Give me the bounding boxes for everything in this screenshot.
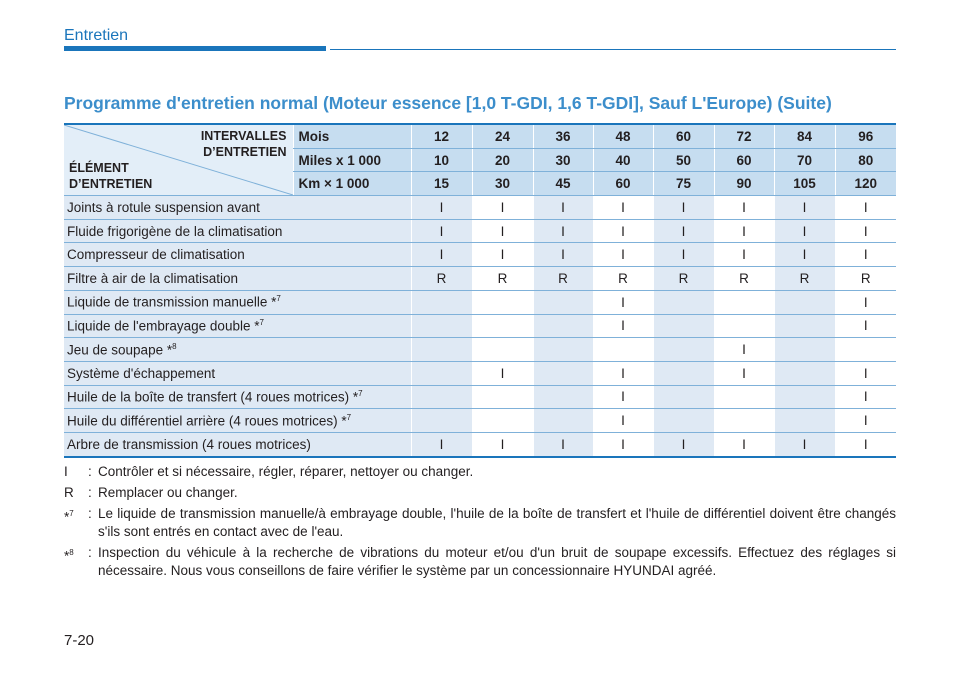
interval-cell: I bbox=[593, 219, 653, 243]
interval-cell: I bbox=[653, 432, 714, 456]
table-row bbox=[64, 385, 896, 409]
item-name bbox=[64, 267, 411, 291]
interval-cell: I bbox=[472, 219, 533, 243]
interval-cell: I bbox=[835, 314, 896, 338]
item-label: Joints à rotule suspension avant bbox=[67, 199, 260, 215]
item-note-ref: 8 bbox=[172, 341, 177, 351]
interval-label: Km × 1 000 bbox=[293, 172, 411, 196]
legend-separator: : bbox=[88, 485, 92, 500]
interval-cell bbox=[774, 409, 835, 433]
interval-value: 60 bbox=[653, 124, 714, 148]
interval-cell: I bbox=[593, 243, 653, 267]
interval-cell: I bbox=[593, 290, 653, 314]
item-note-ref: 7 bbox=[276, 294, 281, 304]
item-name bbox=[64, 432, 411, 456]
item-label: Compresseur de climatisation bbox=[67, 247, 245, 263]
interval-cell bbox=[533, 338, 593, 362]
legend-item bbox=[64, 463, 896, 481]
section-rule-thick bbox=[64, 46, 326, 51]
corner-element-label bbox=[69, 160, 152, 192]
legend-text: Le liquide de transmission manuelle/à embrayage double, l'huile de la boîte de transfert et l'huile de différentiel doivent être changés s'ils sont entrés en contact avec de l'eau. bbox=[98, 506, 896, 539]
legend-key-symbol: * bbox=[64, 509, 70, 525]
interval-cell bbox=[593, 338, 653, 362]
legend-key-symbol: R bbox=[64, 485, 74, 500]
interval-cell: I bbox=[714, 361, 774, 385]
interval-cell: I bbox=[593, 432, 653, 456]
interval-cell bbox=[411, 290, 472, 314]
legend-text: Inspection du véhicule à la recherche de vibrations du moteur et/ou d'un bruit de soupape excessifs. Effectuez des réglages si nécessaire. Nous vous conseillons de faire vérifier le système par un concessionnaire HYUNDAI agréé. bbox=[98, 545, 896, 578]
interval-cell bbox=[533, 385, 593, 409]
interval-cell: I bbox=[835, 385, 896, 409]
interval-cell: R bbox=[593, 267, 653, 291]
interval-cell bbox=[774, 314, 835, 338]
interval-cell bbox=[714, 409, 774, 433]
interval-cell: I bbox=[593, 361, 653, 385]
maintenance-schedule-table bbox=[64, 123, 896, 458]
interval-cell: I bbox=[533, 432, 593, 456]
item-name bbox=[64, 243, 411, 267]
interval-cell: I bbox=[835, 219, 896, 243]
interval-cell bbox=[774, 338, 835, 362]
section-title: Entretien bbox=[64, 27, 129, 44]
interval-cell bbox=[411, 385, 472, 409]
interval-cell: I bbox=[835, 196, 896, 220]
interval-value: 40 bbox=[593, 148, 653, 172]
item-label: Huile du différentiel arrière (4 roues motrices) * bbox=[67, 413, 347, 429]
legend bbox=[64, 463, 896, 583]
interval-cell: I bbox=[411, 219, 472, 243]
interval-cell: R bbox=[653, 267, 714, 291]
interval-cell bbox=[533, 290, 593, 314]
table-row bbox=[64, 219, 896, 243]
interval-cell bbox=[533, 361, 593, 385]
interval-cell: I bbox=[472, 243, 533, 267]
interval-cell bbox=[714, 385, 774, 409]
item-name bbox=[64, 314, 411, 338]
interval-cell: I bbox=[714, 338, 774, 362]
interval-cell: R bbox=[411, 267, 472, 291]
interval-cell: I bbox=[835, 290, 896, 314]
item-note-ref: 7 bbox=[259, 318, 264, 328]
interval-cell bbox=[835, 338, 896, 362]
interval-cell: I bbox=[593, 409, 653, 433]
interval-cell bbox=[714, 314, 774, 338]
interval-cell bbox=[533, 409, 593, 433]
interval-cell bbox=[653, 385, 714, 409]
table-row bbox=[64, 361, 896, 385]
page-title: Programme d'entretien normal (Moteur essence [1,0 T-GDI, 1,6 T-GDI], Sauf L'Europe) (Suite) bbox=[64, 93, 832, 113]
table-row bbox=[64, 243, 896, 267]
page-number: 7-20 bbox=[64, 632, 95, 649]
interval-cell: I bbox=[774, 196, 835, 220]
interval-cell bbox=[653, 409, 714, 433]
interval-cell bbox=[774, 361, 835, 385]
legend-separator: : bbox=[88, 506, 92, 521]
interval-cell: I bbox=[714, 243, 774, 267]
legend-item bbox=[64, 484, 896, 502]
interval-cell: I bbox=[835, 409, 896, 433]
interval-cell: I bbox=[593, 385, 653, 409]
interval-cell: I bbox=[774, 243, 835, 267]
interval-cell bbox=[653, 314, 714, 338]
item-note-ref: 7 bbox=[346, 412, 352, 422]
interval-cell bbox=[411, 314, 472, 338]
legend-item bbox=[64, 505, 896, 541]
item-name bbox=[64, 219, 411, 243]
header-corner bbox=[64, 124, 293, 196]
interval-cell bbox=[411, 409, 472, 433]
interval-value: 96 bbox=[835, 124, 896, 148]
item-label: Système d'échappement bbox=[67, 365, 216, 381]
interval-cell bbox=[411, 361, 472, 385]
interval-value: 36 bbox=[533, 124, 593, 148]
interval-cell: I bbox=[472, 196, 533, 220]
interval-value: 72 bbox=[714, 124, 774, 148]
interval-cell: I bbox=[835, 243, 896, 267]
item-label: Liquide de l'embrayage double * bbox=[67, 318, 260, 334]
interval-value: 20 bbox=[472, 148, 533, 172]
interval-cell: I bbox=[653, 243, 714, 267]
legend-key bbox=[64, 484, 88, 502]
interval-value: 120 bbox=[835, 172, 896, 196]
interval-cell bbox=[714, 290, 774, 314]
table-row bbox=[64, 338, 896, 362]
interval-cell: I bbox=[835, 361, 896, 385]
interval-cell: R bbox=[714, 267, 774, 291]
legend-item bbox=[64, 544, 896, 580]
interval-cell: I bbox=[653, 196, 714, 220]
item-name bbox=[64, 338, 411, 362]
interval-label: Mois bbox=[293, 124, 411, 148]
interval-cell bbox=[774, 290, 835, 314]
legend-text: Remplacer ou changer. bbox=[98, 485, 238, 500]
legend-text: Contrôler et si nécessaire, régler, réparer, nettoyer ou changer. bbox=[98, 464, 474, 479]
interval-cell: I bbox=[472, 432, 533, 456]
interval-cell bbox=[411, 338, 472, 362]
corner-intervals-line1: INTERVALLES bbox=[200, 129, 287, 143]
interval-cell: I bbox=[533, 196, 593, 220]
interval-value: 90 bbox=[714, 172, 774, 196]
corner-intervals-label bbox=[201, 128, 287, 160]
legend-key-symbol: * bbox=[64, 548, 70, 564]
item-name bbox=[64, 385, 411, 409]
section-rule-thin bbox=[330, 49, 896, 50]
interval-cell: I bbox=[714, 432, 774, 456]
table-row bbox=[64, 432, 896, 456]
interval-value: 48 bbox=[593, 124, 653, 148]
item-name bbox=[64, 196, 411, 220]
item-note-ref: 7 bbox=[358, 389, 363, 399]
legend-note-ref: 7 bbox=[69, 509, 74, 518]
item-label: Arbre de transmission (4 roues motrices) bbox=[67, 436, 311, 452]
item-label: Filtre à air de la climatisation bbox=[67, 270, 239, 286]
corner-element-line2: D’ENTRETIEN bbox=[69, 177, 153, 192]
interval-cell bbox=[533, 314, 593, 338]
interval-cell: I bbox=[533, 219, 593, 243]
interval-cell: I bbox=[835, 432, 896, 456]
legend-separator: : bbox=[88, 464, 92, 479]
interval-cell bbox=[472, 409, 533, 433]
item-name bbox=[64, 409, 411, 433]
interval-cell: I bbox=[411, 196, 472, 220]
interval-cell: R bbox=[533, 267, 593, 291]
interval-value: 70 bbox=[774, 148, 835, 172]
interval-cell bbox=[653, 338, 714, 362]
table-row bbox=[64, 196, 896, 220]
legend-separator: : bbox=[88, 545, 92, 560]
interval-value: 45 bbox=[533, 172, 593, 196]
interval-value: 80 bbox=[835, 148, 896, 172]
interval-cell: I bbox=[593, 314, 653, 338]
interval-value: 84 bbox=[774, 124, 835, 148]
interval-cell bbox=[774, 385, 835, 409]
interval-value: 60 bbox=[593, 172, 653, 196]
corner-intervals-line2: D’ENTRETIEN bbox=[203, 145, 287, 159]
item-label: Jeu de soupape * bbox=[67, 342, 173, 358]
item-name bbox=[64, 361, 411, 385]
corner-element-line1: ÉLÉMENT bbox=[69, 161, 129, 176]
legend-key-symbol: I bbox=[64, 464, 68, 479]
interval-cell: I bbox=[411, 243, 472, 267]
interval-value: 10 bbox=[411, 148, 472, 172]
interval-value: 75 bbox=[653, 172, 714, 196]
interval-value: 15 bbox=[411, 172, 472, 196]
interval-cell: R bbox=[835, 267, 896, 291]
table-row bbox=[64, 409, 896, 433]
interval-cell bbox=[653, 290, 714, 314]
interval-cell bbox=[472, 290, 533, 314]
interval-cell: I bbox=[714, 196, 774, 220]
legend-key bbox=[64, 544, 88, 580]
interval-label: Miles x 1 000 bbox=[293, 148, 411, 172]
interval-value: 30 bbox=[472, 172, 533, 196]
interval-cell: I bbox=[714, 219, 774, 243]
item-label: Fluide frigorigène de la climatisation bbox=[67, 223, 283, 239]
legend-key bbox=[64, 463, 88, 481]
interval-value: 105 bbox=[774, 172, 835, 196]
interval-cell bbox=[472, 314, 533, 338]
interval-value: 50 bbox=[653, 148, 714, 172]
legend-key bbox=[64, 505, 88, 541]
table-row bbox=[64, 267, 896, 291]
interval-cell bbox=[472, 385, 533, 409]
interval-cell: I bbox=[411, 432, 472, 456]
interval-cell: I bbox=[774, 219, 835, 243]
interval-value: 24 bbox=[472, 124, 533, 148]
legend-note-ref: 8 bbox=[69, 548, 74, 557]
item-label: Liquide de transmission manuelle * bbox=[67, 294, 277, 310]
interval-cell bbox=[472, 338, 533, 362]
interval-value: 30 bbox=[533, 148, 593, 172]
interval-cell: I bbox=[593, 196, 653, 220]
interval-cell: I bbox=[653, 219, 714, 243]
interval-cell: R bbox=[774, 267, 835, 291]
table-row bbox=[64, 314, 896, 338]
item-label: Huile de la boîte de transfert (4 roues motrices) * bbox=[67, 389, 359, 405]
interval-cell: I bbox=[472, 361, 533, 385]
item-name bbox=[64, 290, 411, 314]
table-row bbox=[64, 290, 896, 314]
interval-value: 60 bbox=[714, 148, 774, 172]
interval-cell: R bbox=[472, 267, 533, 291]
interval-cell: I bbox=[774, 432, 835, 456]
interval-value: 12 bbox=[411, 124, 472, 148]
interval-cell bbox=[653, 361, 714, 385]
interval-row-months bbox=[64, 124, 896, 148]
interval-cell: I bbox=[533, 243, 593, 267]
